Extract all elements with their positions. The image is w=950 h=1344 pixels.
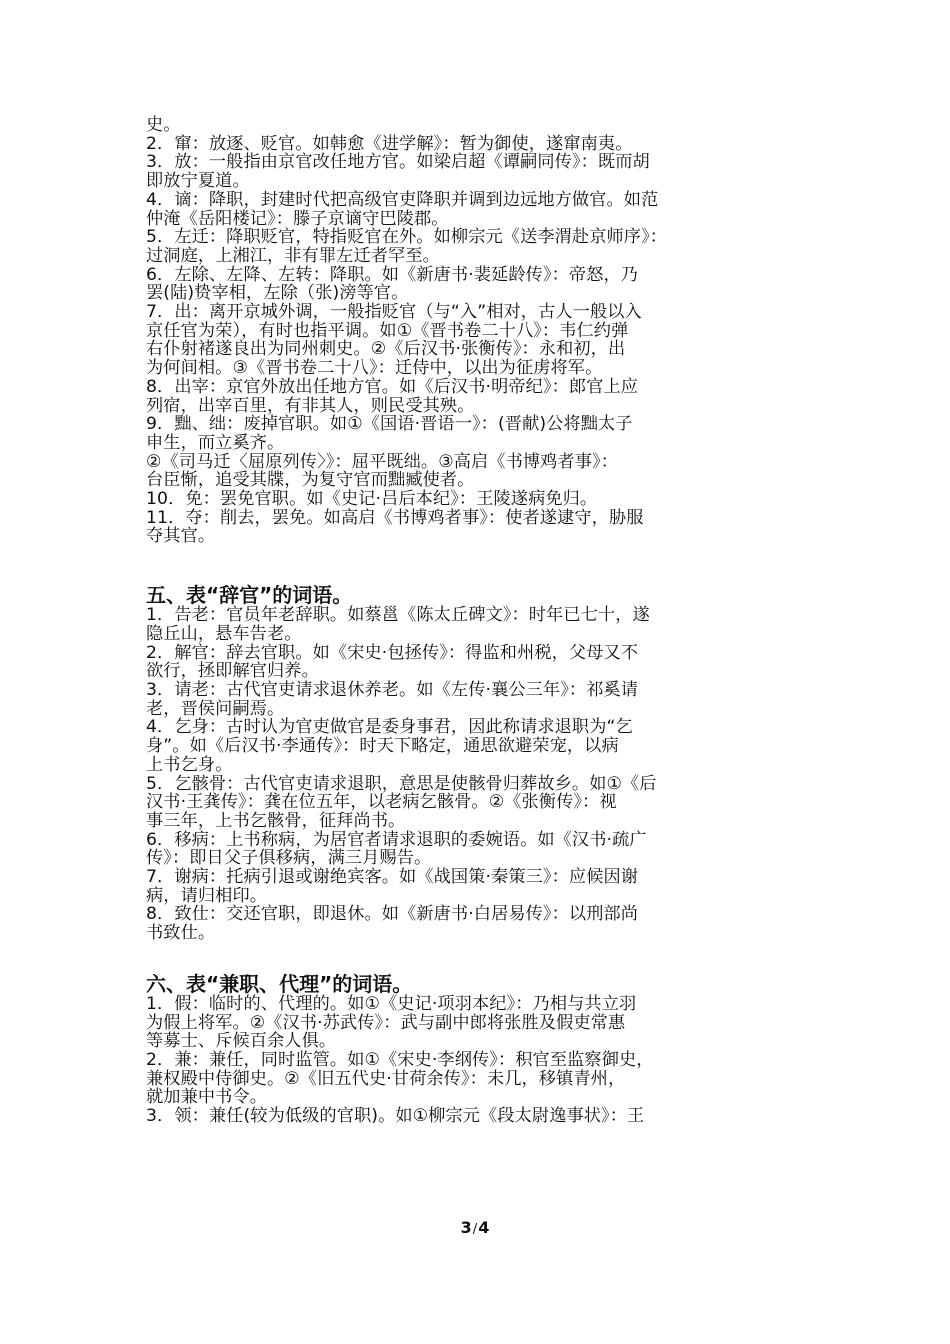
paragraph-group-demotion [146,116,810,546]
text-line: 欲行，拯即解官归养。 [146,661,319,682]
text-line: 5．左迁：降职贬官，特指贬官在外。如柳宗元《送李渭赴京师序》： [146,227,668,248]
text-line: 为何间相。③《晋书卷二十八》：迁侍中，以出为征虏将军。 [146,358,603,379]
current-page-number: 3 [460,1218,472,1237]
text-line: 传》：即日父子俱移病，满三月赐告。 [146,848,432,869]
text-line: 事三年，上书乞骸骨，征拜尚书。 [146,810,406,831]
text-line: 病，请归相印。 [146,885,268,906]
text-line: 6．左除、左降、左转：降职。如《新唐书·裴延龄传》：帝怒，乃 [146,264,639,285]
text-line: 4．乞身：古时认为官吏做官是委身事君，因此称请求退职为“乞 [146,717,633,738]
text-line: 3．放：一般指由京官改任地方官。如梁启超《谭嗣同传》：既而胡 [146,152,650,173]
text-line: 11．夺：削去，罢免。如高启《书博鸡者事》：使者遂逮守，胁服 [146,507,644,528]
paragraph-group-concurrent-posts [146,995,810,1126]
text-line: 隐丘山，悬车告老。 [146,623,302,644]
text-line: 列宿，出宰百里，有非其人，则民受其殃。 [146,395,475,416]
text-line: 汉书·王龚传》：龚在位五年，以老病乞骸骨。②《张衡传》：视 [146,792,617,813]
text-line: 2．窜：放逐、贬官。如韩愈《进学解》：暂为御使，遂窜南夷。 [146,133,633,154]
text-line: 夺其官。 [146,526,216,547]
text-line: 3．请老：古代官吏请求退休养老。如《左传·襄公三年》：祁奚请 [146,679,639,700]
text-line: 9．黜、绌：废掉官职。如①《国语·晋语一》：(晋献)公将黜太子 [146,414,633,435]
text-line: 京任官为荣），有时也指平调。如①《晋书卷二十八》：韦仁约弹 [146,320,629,341]
text-line: 4．谪：降职，封建时代把高级官吏降职并调到边远地方做官。如范 [146,189,659,210]
text-line: 7．出：离开京城外调，一般指贬官（与“入”相对，古人一般以入 [146,302,642,323]
text-line: 7．谢病：托病引退或谢绝宾客。如《战国策·秦策三》：应候因谢 [146,867,639,888]
text-line: 2．解官：辞去官职。如《宋史·包拯传》：得监和州税，父母又不 [146,642,639,663]
text-line: 老，晋侯问嗣焉。 [146,698,285,719]
page-separator: / [472,1222,478,1237]
text-line: 身”。如《后汉书·李通传》：时天下略定，通思欲避荣宠，以病 [146,736,619,757]
paragraph-group-resignation [146,606,810,943]
text-line: 罢(陆)贽宰相，左除（张)滂等官。 [146,283,409,304]
text-line: 为假上将军。②《汉书·苏武传》：武与副中郎将张胜及假吏常惠 [146,1012,626,1033]
text-line: 3．领：兼任(较为低级的官职)。如①柳宗元《段太尉逸事状》：王 [146,1106,645,1127]
text-line: 1．告老：官员年老辞职。如蔡邕《陈太丘碑文》：时年已七十，遂 [146,605,650,626]
text-line: 仲淹《岳阳楼记》：滕子京谪守巴陵郡。 [146,208,449,229]
text-line: 上书乞身。 [146,754,233,775]
text-line: 5．乞骸骨：古代官吏请求退职，意思是使骸骨归葬故乡。如①《后 [146,773,657,794]
document-body [146,116,810,1126]
text-line: 过洞庭，上湘江，非有罪左迁者罕至。 [146,245,440,266]
section-heading-resignation: 五、表“辞官”的词语。 [146,583,353,608]
text-line: 即放宁夏道。 [146,171,250,192]
text-line: 6．移病：上书称病，为居官者请求退职的委婉语。如《汉书·疏广 [146,829,647,850]
text-line: 1．假：临时的、代理的。如①《史记·项羽本纪》：乃相与共立羽 [146,993,637,1014]
text-line: 等募士、斥候百余人俱。 [146,1031,337,1052]
text-line: 史。 [146,115,181,135]
total-pages-number: 4 [478,1218,490,1237]
text-line: 右仆射褚遂良出为同州刺史。②《后汉书·张衡传》：永和初，出 [146,339,626,360]
page-number [0,1218,950,1237]
text-line: 8．出宰：京官外放出任地方官。如《后汉书·明帝纪》：郎官上应 [146,376,639,397]
text-line: 台臣惭，追受其牒，为复守官而黜臧使者。 [146,470,475,491]
text-line: 10．免：罢免官职。如《史记·吕后本纪》：王陵遂病免归。 [146,489,598,510]
section-heading-concurrent-posts: 六、表“兼职、代理”的词语。 [146,971,413,996]
text-line: 书致仕。 [146,923,216,944]
text-line: 2．兼：兼任，同时监管。如①《宋史·李纲传》：积官至监察御史， [146,1049,654,1070]
text-line: 兼权殿中侍御史。②《旧五代史·甘荷余传》：未几，移镇青州， [146,1068,626,1089]
text-line: 8．致仕：交还官职，即退休。如《新唐书·白居易传》：以刑部尚 [146,904,639,925]
text-line: 申生，而立奚齐。 [146,432,285,453]
text-line: ②《司马迁〈屈原列传〉》：屈平既绌。③高启《书博鸡者事》： [146,451,618,472]
text-line: 就加兼中书令。 [146,1087,268,1108]
